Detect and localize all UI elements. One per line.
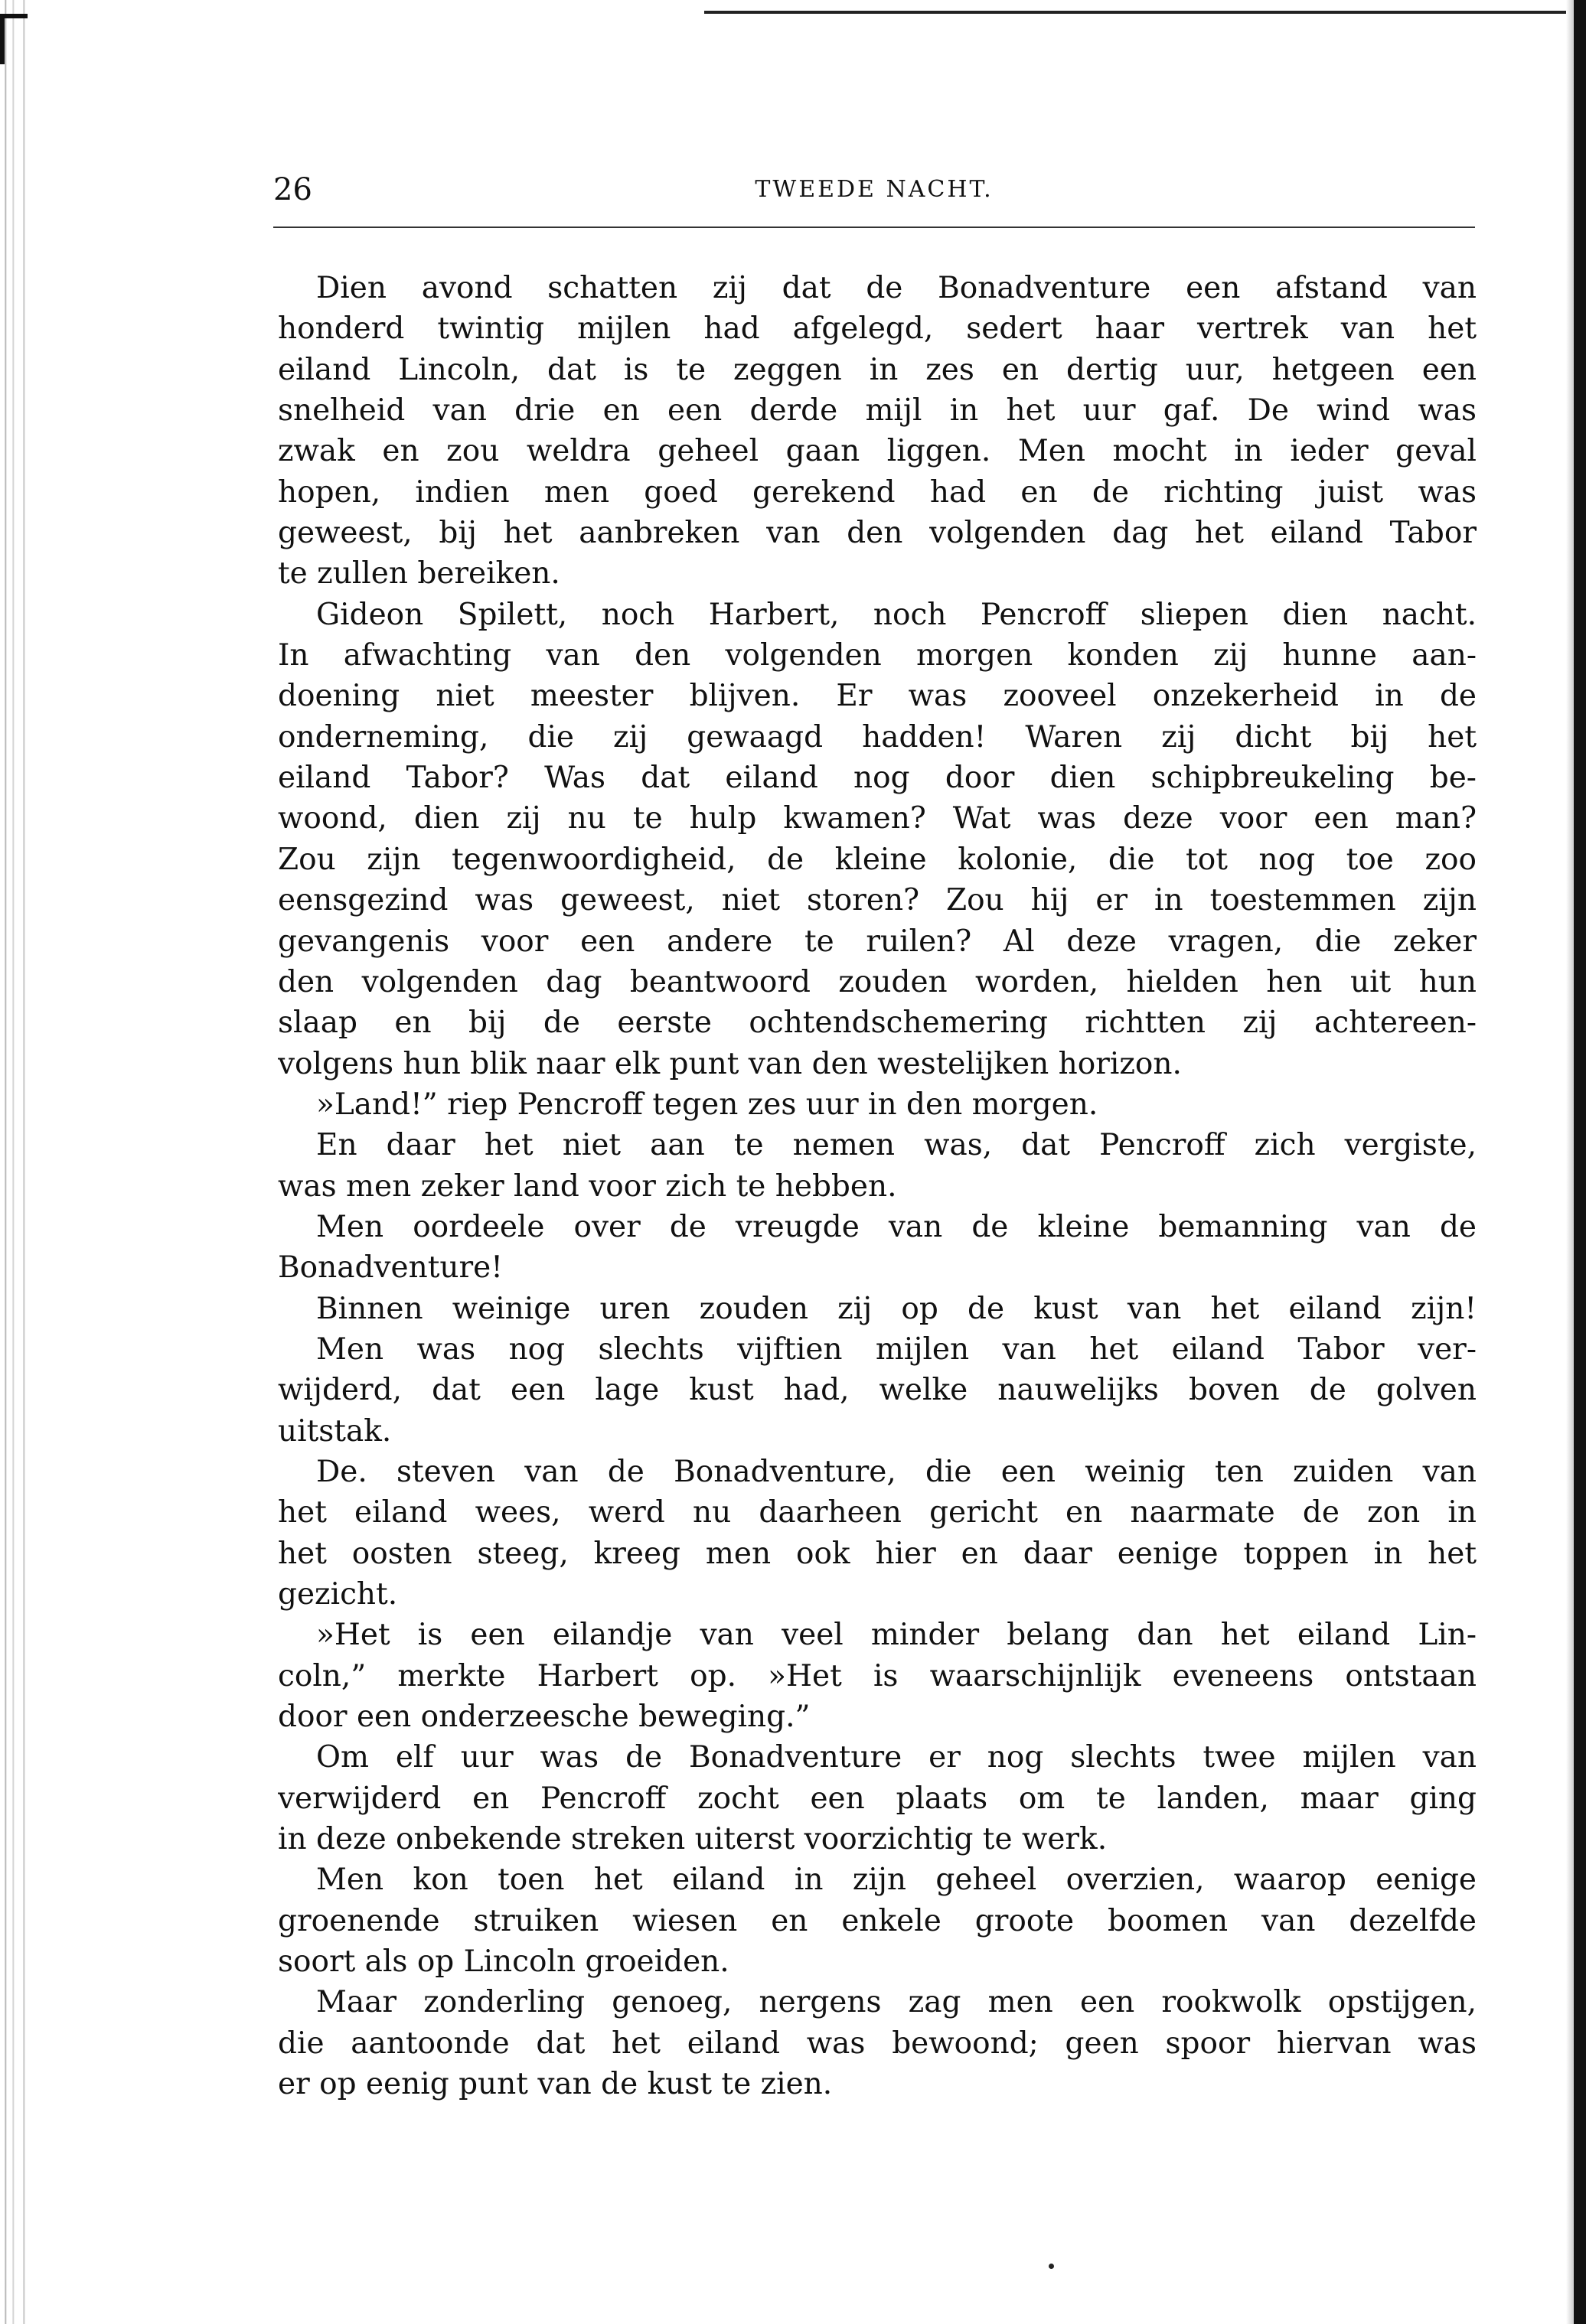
text-line: eensgezind was geweest, niet storen? Zou hij er in toestemmen zijn — [278, 883, 1477, 918]
text-line: was men zeker land voor zich te hebben. — [278, 1169, 897, 1204]
text-line: woond, dien zij nu te hulp kwamen? Wat was deze voor een man? — [278, 801, 1477, 836]
text-line: snelheid van drie en een derde mijl in het uur gaf. De wind was — [278, 393, 1477, 429]
page-number: 26 — [273, 172, 312, 207]
text-line: die aantoonde dat het eiland was bewoond; geen spoor hiervan was — [278, 2026, 1477, 2061]
text-line: onderneming, die zij gewaagd hadden! Waren zij dicht bij het — [278, 719, 1477, 755]
text-line: »Het is een eilandje van veel minder belang dan het eiland Lin- — [316, 1618, 1477, 1653]
text-line: gevangenis voor een andere te ruilen? Al deze vragen, die zeker — [278, 924, 1477, 959]
scan-corner-mark — [0, 14, 28, 64]
text-line: den volgenden dag beantwoord zouden worden, hielden hen uit hun — [278, 964, 1477, 999]
text-line: geweest, bij het aanbreken van den volgenden dag het eiland Tabor — [278, 516, 1477, 551]
text-line: wijderd, dat een lage kust had, welke nauwelijks boven de golven — [278, 1373, 1477, 1408]
text-line: Men oordeele over de vreugde van de kleine bemanning van de — [316, 1209, 1477, 1244]
footer-mark — [1049, 2264, 1054, 2269]
text-line: Zou zijn tegenwoordigheid, de kleine kolonie, die tot nog toe zoo — [278, 842, 1477, 877]
text-line: er op eenig punt van de kust te zien. — [278, 2067, 833, 2102]
text-line: Men was nog slechts vijftien mijlen van het eiland Tabor ver- — [316, 1331, 1477, 1367]
text-line: Om elf uur was de Bonadventure er nog slechts twee mijlen van — [316, 1740, 1477, 1775]
scan-left-edge — [0, 0, 38, 2324]
text-line: eiland Lincoln, dat is te zeggen in zes en dertig uur, hetgeen een — [278, 352, 1477, 387]
text-line: Dien avond schatten zij dat de Bonadventure een afstand van — [316, 271, 1477, 305]
page-header — [273, 167, 1475, 213]
text-line: zwak en zou weldra geheel gaan liggen. Men mocht in ieder geval — [278, 434, 1477, 469]
body-text — [278, 268, 1477, 2104]
text-line: gezicht. — [278, 1577, 398, 1612]
text-line: De. steven van de Bonadventure, die een weinig ten zuiden van — [316, 1454, 1477, 1489]
text-line: Bonadventure! — [278, 1250, 503, 1286]
text-line: uitstak. — [278, 1413, 392, 1449]
text-line: doening niet meester blijven. Er was zooveel onzekerheid in de — [278, 679, 1477, 714]
text-line: slaap en bij de eerste ochtendschemering richtten zij achtereen- — [278, 1006, 1477, 1041]
text-line: coln,” merkte Harbert op. »Het is waarschijnlijk eveneens ontstaan — [278, 1658, 1477, 1693]
scan-top-edge — [704, 11, 1573, 14]
header-rule — [273, 227, 1475, 228]
text-line: het eiland wees, werd nu daarheen gericht en naarmate de zon in — [278, 1495, 1477, 1530]
text-line: »Land!” riep Pencroff tegen zes uur in den morgen. — [316, 1087, 1098, 1122]
text-line: Binnen weinige uren zouden zij op de kust van het eiland zijn! — [316, 1291, 1477, 1326]
text-line: te zullen bereiken. — [278, 556, 560, 592]
text-line: In afwachting van den volgenden morgen konden zij hunne aan- — [278, 638, 1477, 673]
text-line: eiland Tabor? Was dat eiland nog door dien schipbreukeling be- — [278, 761, 1477, 796]
text-line: Men kon toen het eiland in zijn geheel overzien, waarop eenige — [316, 1863, 1477, 1898]
text-line: soort als op Lincoln groeiden. — [278, 1944, 729, 1980]
text-line: groenende struiken wiesen en enkele groote boomen van dezelfde — [278, 1903, 1477, 1938]
text-line: het oosten steeg, kreeg men ook hier en daar eenige toppen in het — [278, 1536, 1477, 1571]
text-line: in deze onbekende streken uiterst voorzichtig te werk. — [278, 1822, 1108, 1857]
text-line: Maar zonderling genoeg, nergens zag men een rookwolk opstijgen, — [316, 1985, 1477, 2020]
text-line: Gideon Spilett, noch Harbert, noch Pencroff sliepen dien nacht. — [316, 597, 1477, 632]
text-line: door een onderzeesche beweging.” — [278, 1700, 811, 1735]
text-line: verwijderd en Pencroff zocht een plaats om te landen, maar ging — [278, 1781, 1477, 1816]
running-head: TWEEDE NACHT. — [755, 176, 994, 203]
text-line: hopen, indien men goed gerekend had en de richting juist was — [278, 474, 1477, 510]
text-line: honderd twintig mijlen had afgelegd, sedert haar vertrek van het — [278, 311, 1477, 347]
text-line: volgens hun blik naar elk punt van den westelijken horizon. — [278, 1046, 1182, 1081]
scan-right-edge — [1574, 0, 1586, 2324]
text-line: En daar het niet aan te nemen was, dat Pencroff zich vergiste, — [316, 1128, 1477, 1163]
scan-right-shadow — [1566, 0, 1574, 2324]
